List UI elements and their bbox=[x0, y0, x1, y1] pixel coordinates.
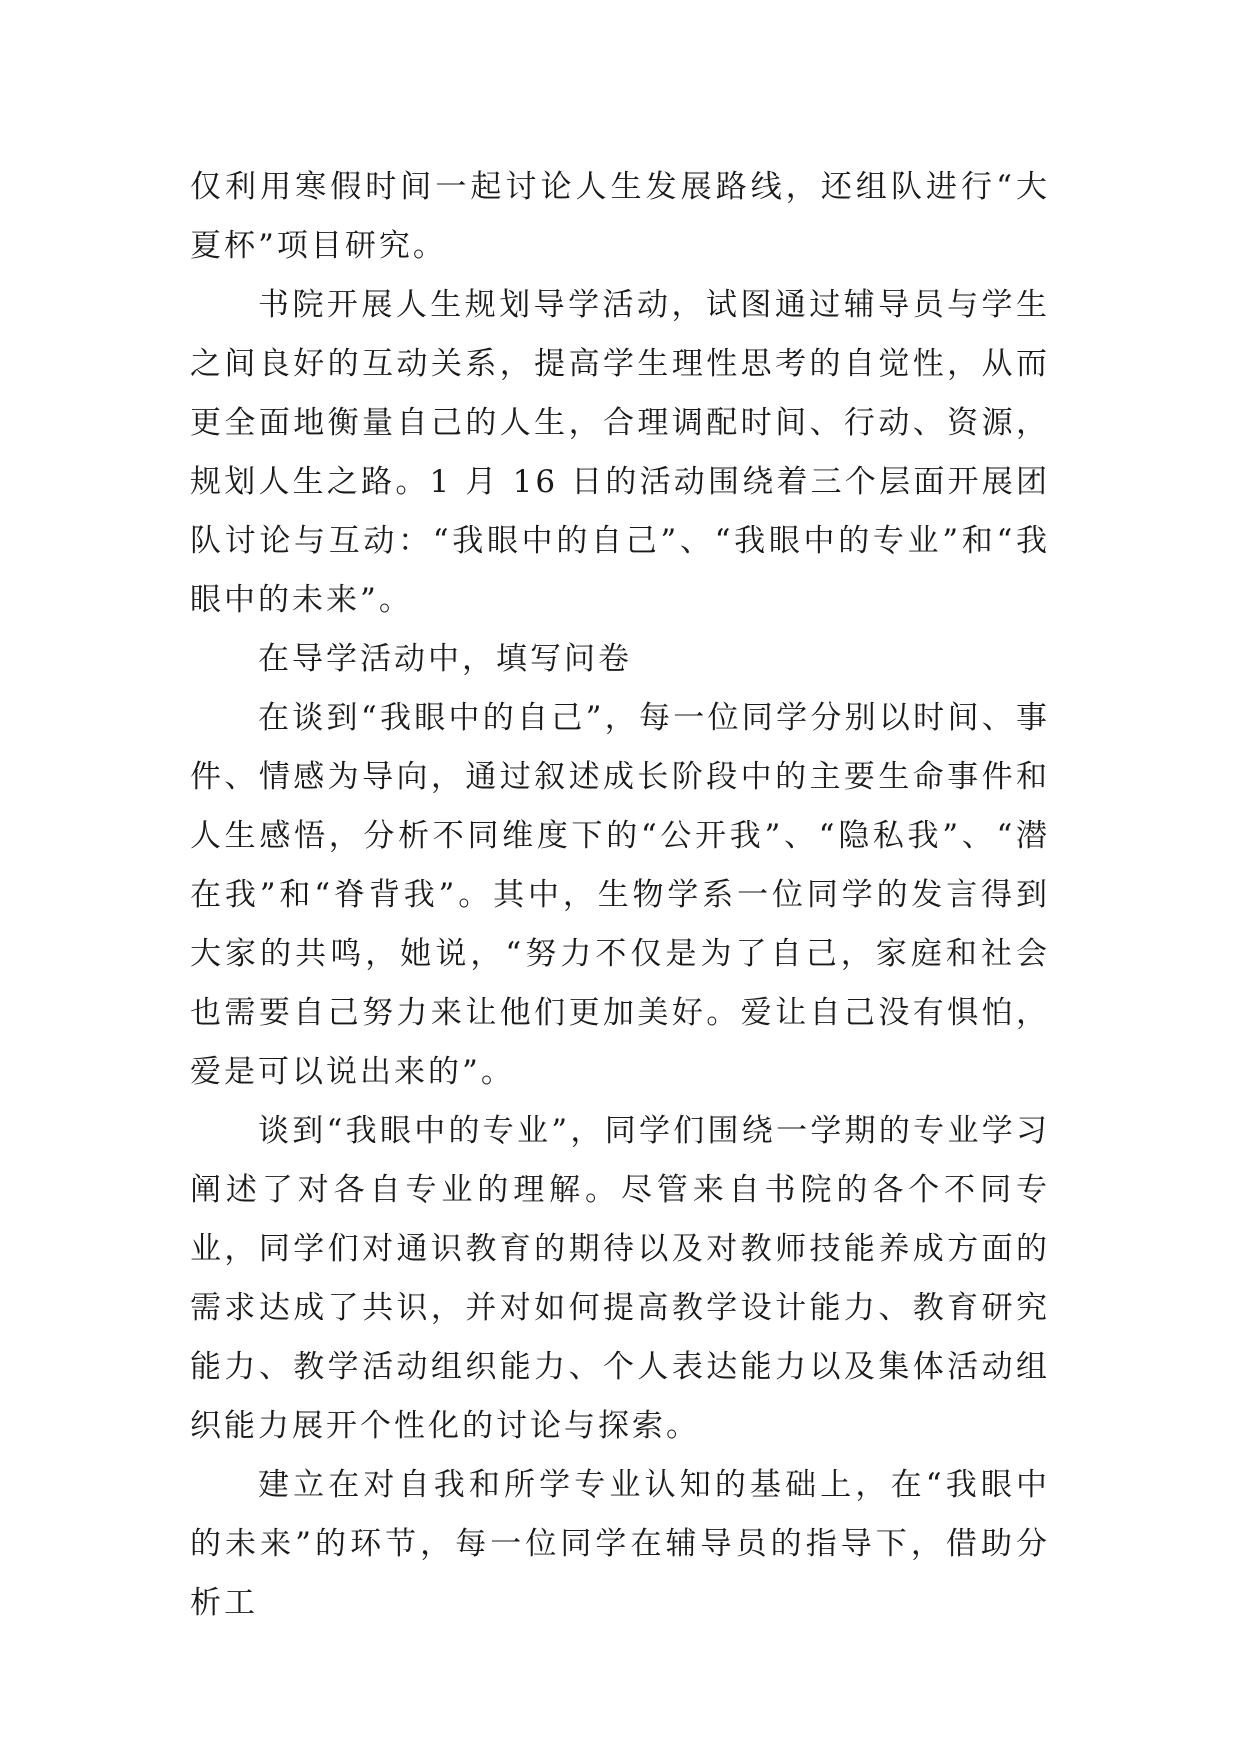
paragraph-1: 仅利用寒假时间一起讨论人生发展路线，还组队进行“大夏杯”项目研究。 bbox=[190, 169, 1050, 264]
document-body bbox=[190, 158, 1050, 1633]
paragraph-4: 在谈到“我眼中的自己”，每一位同学分别以时间、事件、情感为导向，通过叙述成长阶段中的主要生命事件和人生感悟，分析不同维度下的“公开我”、“隐私我”、“潜在我”和“脊背我”。其中，生物学系一位同学的发言得到大家的共鸣，她说，“努力不仅是为了自己，家庭和社会也需要自己努力来让他们更加美好。爱让自己没有惧怕，爱是可以说出来的”。 bbox=[190, 700, 1050, 1090]
paragraph-3: 在导学活动中，填写问卷 bbox=[258, 641, 632, 677]
paragraph-5: 谈到“我眼中的专业”，同学们围绕一学期的专业学习阐述了对各自专业的理解。尽管来自书院的各个不同专业，同学们对通识教育的期待以及对教师技能养成方面的需求达成了共识，并对如何提高教学设计能力、教育研究能力、教学活动组织能力、个人表达能力以及集体活动组织能力展开个性化的讨论与探索。 bbox=[190, 1113, 1050, 1444]
paragraph-6: 建立在对自我和所学专业认知的基础上，在“我眼中的未来”的环节，每一位同学在辅导员的指导下，借助分析工 bbox=[190, 1467, 1050, 1621]
paragraph-2: 书院开展人生规划导学活动，试图通过辅导员与学生之间良好的互动关系，提高学生理性思考的自觉性，从而更全面地衡量自己的人生，合理调配时间、行动、资源，规划人生之路。1 月 16 日的活动围绕着三个层面开展团队讨论与互动：“我眼中的自己”、“我眼中的专业”和“我眼中的未来”。 bbox=[190, 287, 1050, 618]
